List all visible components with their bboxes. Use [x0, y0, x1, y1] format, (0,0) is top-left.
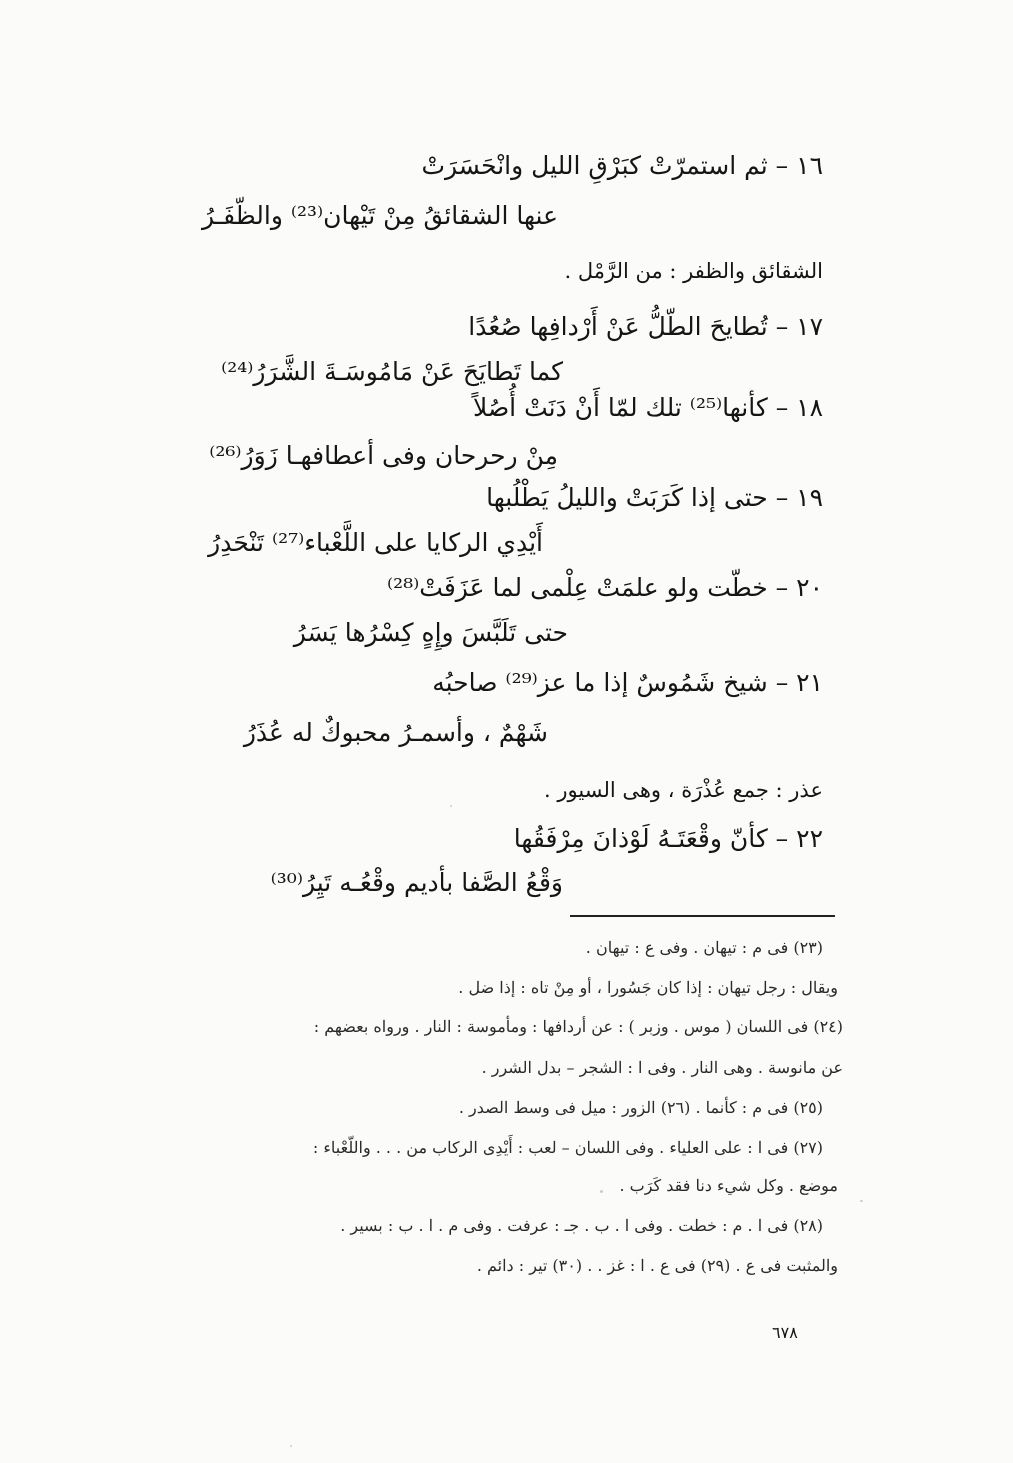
footnote-line: (٢٥) فى م : كأنما . (٢٦) الزور : ميل فى وسط الصدر .	[458, 1098, 823, 1117]
verse-19-second-hemistich: أَيْدِي الركايا على اللَّعْباء⁽²⁷⁾ تَنْحَدِرُ	[208, 528, 543, 557]
verse-22-second-hemistich: وَقْعُ الصَّفا بأديم وقْعُـه تَيِرُ⁽³⁰⁾	[270, 868, 563, 897]
footnote-line: موضع . وكل شيء دنا فقد كَرَب .	[619, 1176, 838, 1195]
verse-16-second-hemistich: عنها الشقائقُ مِنْ تَيْهان⁽²³⁾ والظّفَـرُ	[202, 201, 558, 230]
verse-20-second-hemistich: حتى تَلَبَّسَ وإِهٍ كِسْرُها يَسَرُ	[293, 618, 568, 647]
footnote-separator	[570, 915, 835, 917]
verse-21-second-hemistich: شَهْمٌ ، وأسمـرُ محبوكٌ له عُذَرُ	[243, 718, 548, 747]
verse-16-first-hemistich: ١٦ – ثم استمرّتْ كبَرْقِ الليل وانْحَسَرَتْ	[421, 151, 823, 180]
scan-speck	[860, 1200, 863, 1202]
footnote-line: والمثبت فى ع . (٢٩) فى ع . ا : غز . . (٣٠) تير : دائم .	[476, 1256, 838, 1275]
footnote-line: (٢٨) فى ا . م : خطت . وفى ا . ب . جـ : عرفت . وفى م . ا . ب : بسير .	[340, 1216, 823, 1235]
page-number: ٦٧٨	[772, 1323, 798, 1342]
verse-17-first-hemistich: ١٧ – تُطايحَ الطّلُّ عَنْ أَرْدافِها صُعُدًا	[468, 312, 823, 341]
footnote-line: (٢٧) فى ا : على العلياء . وفى اللسان – لعب : أَيْدِى الركاب من . . . واللّعْباء :	[312, 1138, 823, 1157]
scan-speck	[600, 1190, 603, 1193]
verse-19-first-hemistich: ١٩ – حتى إذا كَرَبَتْ والليلُ يَطْلُبها	[486, 483, 823, 512]
verse-22-first-hemistich: ٢٢ – كأنّ وقْعَتَـهُ لَوْذانَ مِرْفَقُها	[513, 824, 823, 853]
verse-21-first-hemistich: ٢١ – شيخ شَمُوسٌ إذا ما عز⁽²⁹⁾ صاحبُه	[432, 668, 823, 697]
note-udhur: عذر : جمع عُذْرَة ، وهى السيور .	[544, 778, 823, 802]
scan-speck	[450, 805, 452, 807]
footnote-line: عن مانوسة . وهى النار . وفى ا : الشجر – بدل الشرر .	[481, 1058, 843, 1077]
verse-18-second-hemistich: مِنْ رحرحان وفى أعطافهـا زَوَرُ⁽²⁶⁾	[209, 441, 558, 470]
note-shaqaiq: الشقائق والظفر : من الرَّمْل .	[564, 259, 823, 283]
footnote-line: ويقال : رجل تيهان : إذا كان جَسُورا ، أو مِنْ تاه : إذا ضل .	[458, 978, 838, 997]
verse-17-second-hemistich: كما تَطايَحَ عَنْ مَامُوسَـةَ الشَّرَرُ⁽²⁴⁾	[221, 357, 563, 386]
verse-20-first-hemistich: ٢٠ – خطّت ولو علمَتْ عِلْمى لما عَزَفَتْ⁽²⁸⁾	[386, 573, 823, 602]
footnote-line: (٢٤) فى اللسان ( موس . وزبر ) : عن أردافها : ومأموسة : النار . ورواه بعضهم :	[313, 1017, 843, 1036]
footnote-line: (٢٣) فى م : تيهان . وفى ع : تيهان .	[585, 938, 823, 957]
verse-18-first-hemistich: ١٨ – كأنها⁽²⁵⁾ تلك لمّا أَنْ دَنَتْ أُصُلاً	[473, 393, 823, 422]
scan-speck	[290, 1445, 292, 1447]
